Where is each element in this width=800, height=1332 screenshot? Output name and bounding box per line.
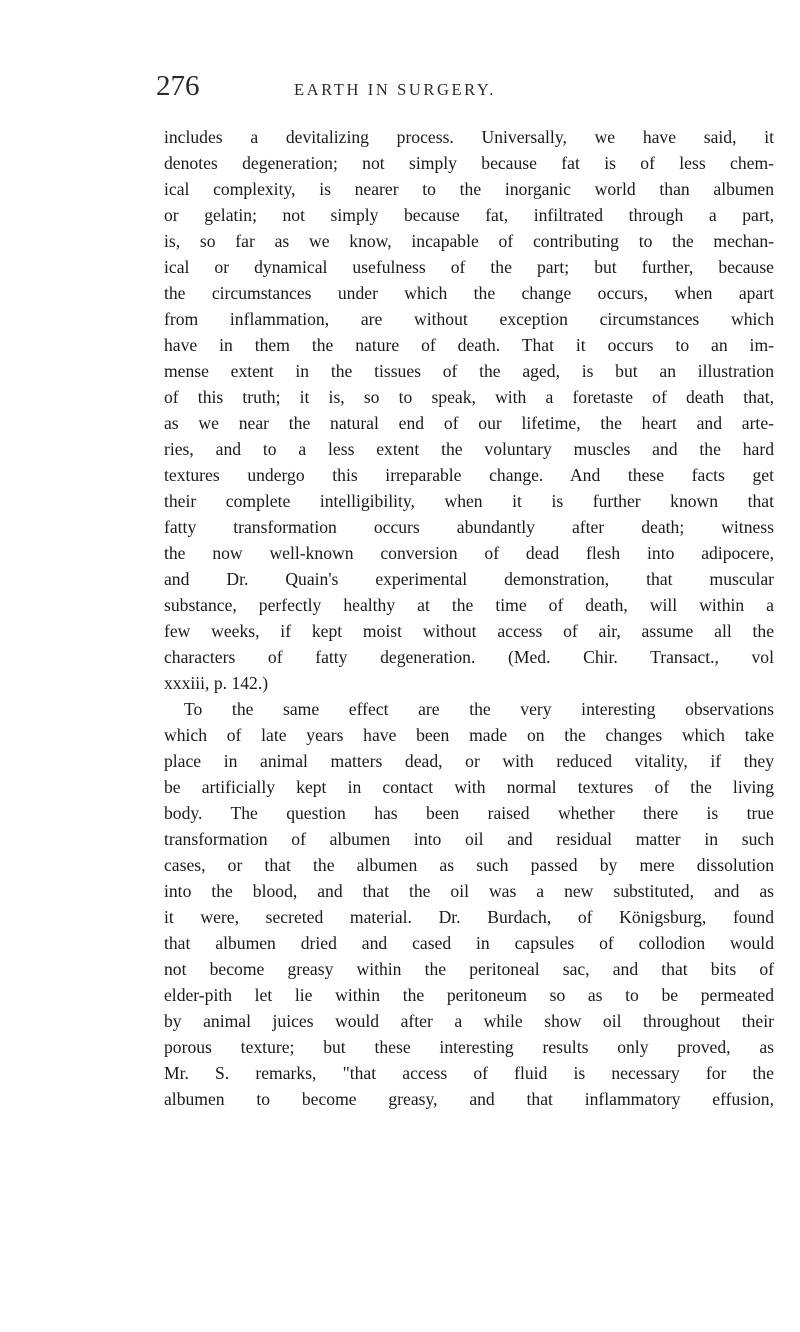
text-line: their complete intelligibility, when it is further known that xyxy=(164,491,774,511)
text-line: not become greasy within the peritoneal sac, and that bits of xyxy=(164,959,774,979)
text-line: few weeks, if kept moist without access of air, assume all the xyxy=(164,621,774,641)
text-line: that albumen dried and cased in capsules of collodion would xyxy=(164,933,774,953)
text-line: into the blood, and that the oil was a new substituted, and as xyxy=(164,881,774,901)
text-line: be artificially kept in contact with normal textures of the living xyxy=(164,777,774,797)
text-line: Mr. S. remarks, "that access of fluid is necessary for the xyxy=(164,1063,774,1083)
page-header xyxy=(156,60,756,100)
running-title: EARTH IN SURGERY. xyxy=(294,80,496,99)
text-line-paragraph-end: xxxiii, p. 142.) xyxy=(164,673,269,693)
text-line: or gelatin; not simply because fat, infiltrated through a part, xyxy=(164,205,774,225)
text-line: and Dr. Quain's experimental demonstration, that muscular xyxy=(164,569,774,589)
text-line: textures undergo this irreparable change. And these facts get xyxy=(164,465,774,485)
text-line: place in animal matters dead, or with reduced vitality, if they xyxy=(164,751,774,771)
text-line: is, so far as we know, incapable of contributing to the mechan- xyxy=(164,231,774,251)
text-line: cases, or that the albumen as such passed by mere dissolution xyxy=(164,855,774,875)
text-line: transformation of albumen into oil and residual matter in such xyxy=(164,829,774,849)
text-line: ical or dynamical usefulness of the part; but further, because xyxy=(164,257,774,277)
text-line: it were, secreted material. Dr. Burdach, of Königsburg, found xyxy=(164,907,774,927)
text-line: denotes degeneration; not simply because fat is of less chem- xyxy=(164,153,774,173)
text-line: substance, perfectly healthy at the time of death, will within a xyxy=(164,595,774,615)
text-line: mense extent in the tissues of the aged, is but an illustration xyxy=(164,361,774,381)
text-line-paragraph-start: To the same effect are the very interesting observations xyxy=(184,699,774,719)
text-line: by animal juices would after a while show oil throughout their xyxy=(164,1011,774,1031)
text-line: body. The question has been raised whether there is true xyxy=(164,803,774,823)
text-line: the circumstances under which the change occurs, when apart xyxy=(164,283,774,303)
text-line: from inflammation, are without exception circumstances which xyxy=(164,309,774,329)
text-line: ries, and to a less extent the voluntary muscles and the hard xyxy=(164,439,774,459)
text-line: characters of fatty degeneration. (Med. Chir. Transact., vol xyxy=(164,647,774,667)
page-number: 276 xyxy=(156,70,200,102)
text-line: of this truth; it is, so to speak, with a foretaste of death that, xyxy=(164,387,774,407)
text-line: fatty transformation occurs abundantly after death; witness xyxy=(164,517,774,537)
text-line: includes a devitalizing process. Universally, we have said, it xyxy=(164,127,774,147)
text-line: the now well-known conversion of dead flesh into adipocere, xyxy=(164,543,774,563)
text-line: which of late years have been made on the changes which take xyxy=(164,725,774,745)
text-line: ical complexity, is nearer to the inorganic world than albumen xyxy=(164,179,774,199)
text-line: albumen to become greasy, and that inflammatory effusion, xyxy=(164,1089,774,1109)
text-line: elder-pith let lie within the peritoneum so as to be permeated xyxy=(164,985,774,1005)
text-line: porous texture; but these interesting results only proved, as xyxy=(164,1037,774,1057)
text-line: as we near the natural end of our lifetime, the heart and arte- xyxy=(164,413,774,433)
text-line: have in them the nature of death. That it occurs to an im- xyxy=(164,335,774,355)
body-text xyxy=(164,124,774,1112)
